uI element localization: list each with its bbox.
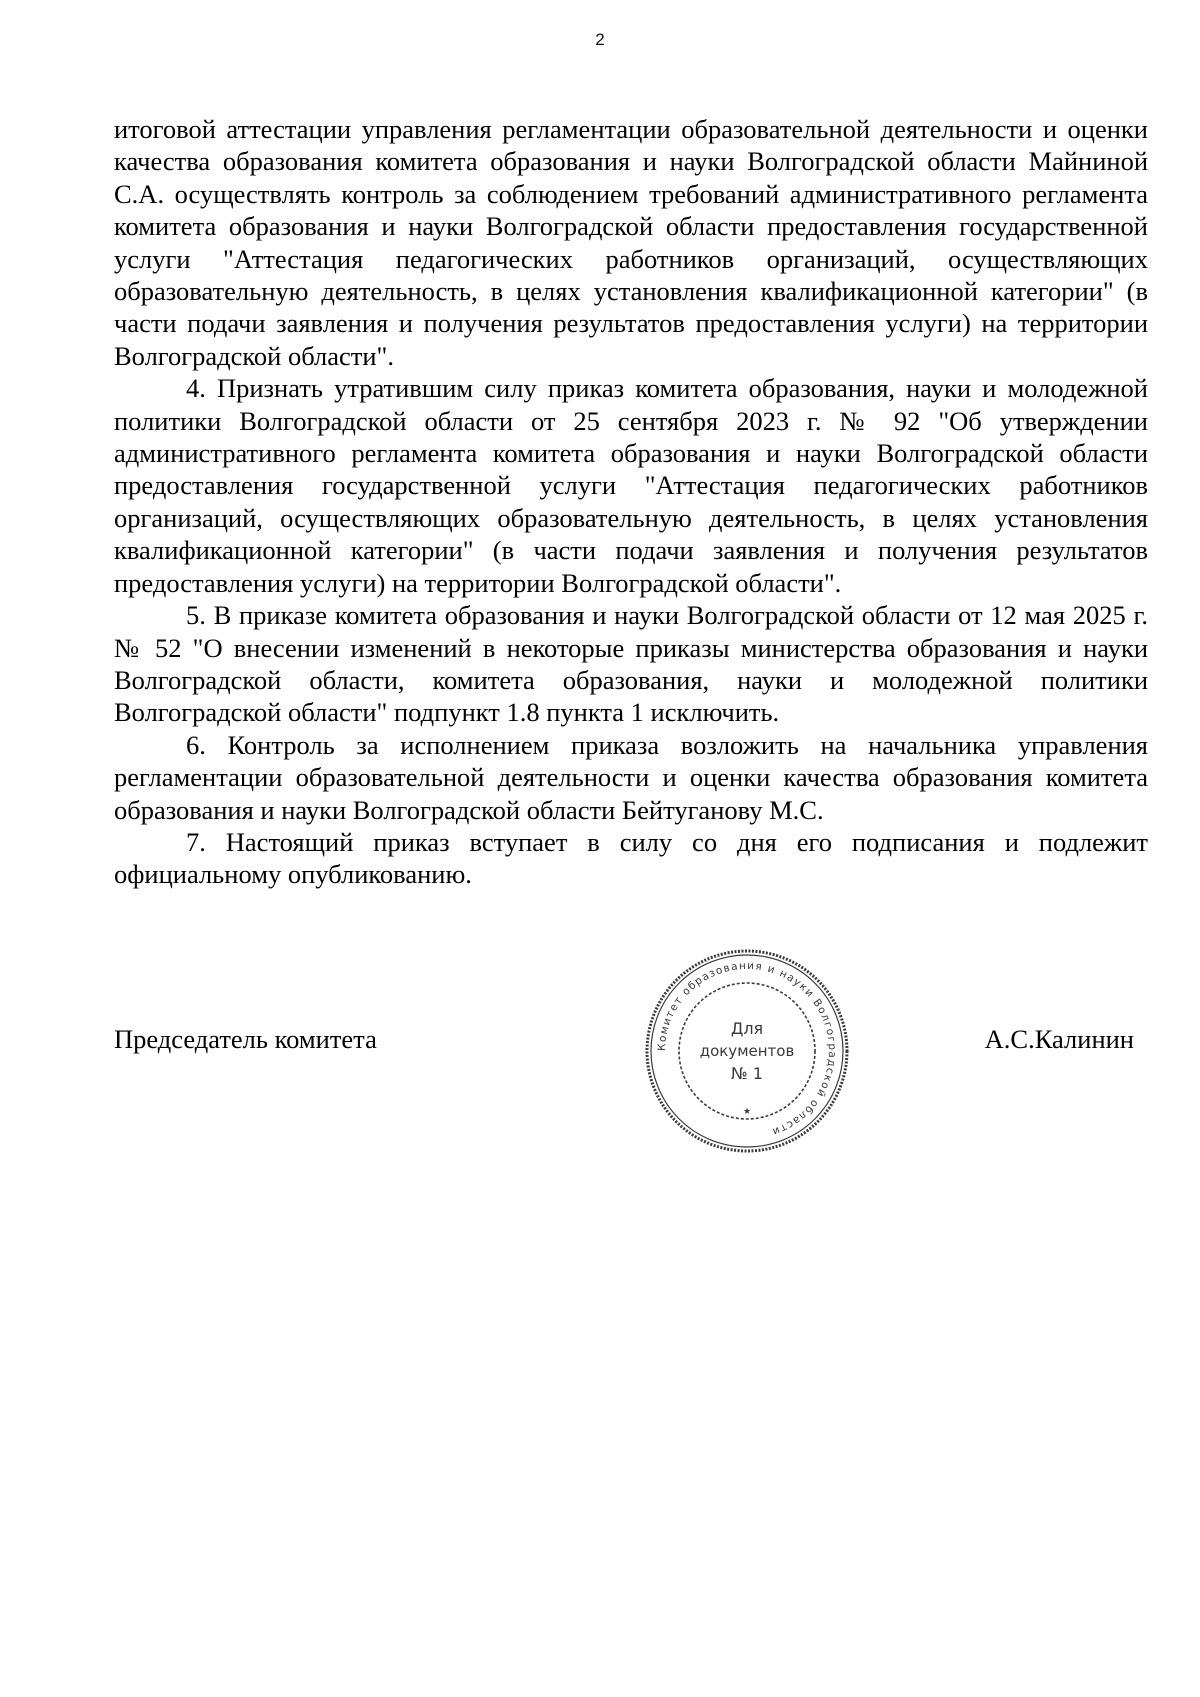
paragraph-continuation: итоговой аттестации управления регламентации образовательной деятельности и оценки качества образования комитета образования и науки Волгоградской области Майниной С.А. осуществлять контроль за соблюдением требований административного регламента комитета образования и науки Волгоградской области предоставления государственной услуги "Аттестация педагогических работников организаций, осуществляющих образовательную деятельность, в целях установления квалификационной категории" (в части подачи заявления и получения результатов предоставления услуги) на территории Волгоградской области". bbox=[114, 114, 1148, 371]
signatory-title: Председатель комитета bbox=[114, 1024, 377, 1054]
seal-center-line-2: документов bbox=[699, 1042, 795, 1060]
seal-star-icon: ★ bbox=[742, 1107, 752, 1117]
seal-center-line-1: Для bbox=[730, 1019, 764, 1038]
seal-center-line-3: № 1 bbox=[731, 1064, 763, 1083]
paragraph-item-5: 5. В приказе комитета образования и науки Волгоградской области от 12 мая 2025 г. № 52 "О внесении изменений в некоторые приказы министерства образования и науки Волгоградской области, комитета образования, науки и молодежной политики Волгоградской области" подпункт 1.8 пункта 1 исключить. bbox=[114, 600, 1148, 728]
signatory-name: А.С.Калинин bbox=[984, 1024, 1134, 1054]
page-number: 2 bbox=[595, 30, 605, 49]
official-seal-stamp bbox=[642, 946, 852, 1156]
paragraph-item-7: 7. Настоящий приказ вступает в силу со дня его подписания и подлежит официальному опубликованию. bbox=[114, 826, 1148, 890]
paragraph-item-6: 6. Контроль за исполнением приказа возложить на начальника управления регламентации образовательной деятельности и оценки качества образования комитета образования и науки Волгоградской области Бейтуганову М.С. bbox=[114, 729, 1148, 825]
paragraph-item-4: 4. Признать утратившим силу приказ комитета образования, науки и молодежной политики Волгоградской области от 25 сентября 2023 г. № 92 "Об утверждении административного регламента комитета образования и науки Волгоградской области предоставления государственной услуги "Аттестация педагогических работников организаций, осуществляющих образовательную деятельность, в целях установления квалификационной категории" (в части подачи заявления и получения результатов предоставления услуги) на территории Волгоградской области". bbox=[114, 373, 1148, 598]
document-body bbox=[114, 113, 1148, 891]
seal-ring-text: Комитет образования и науки Волгоградской области bbox=[655, 959, 839, 1139]
signature-block bbox=[114, 1024, 1148, 1064]
